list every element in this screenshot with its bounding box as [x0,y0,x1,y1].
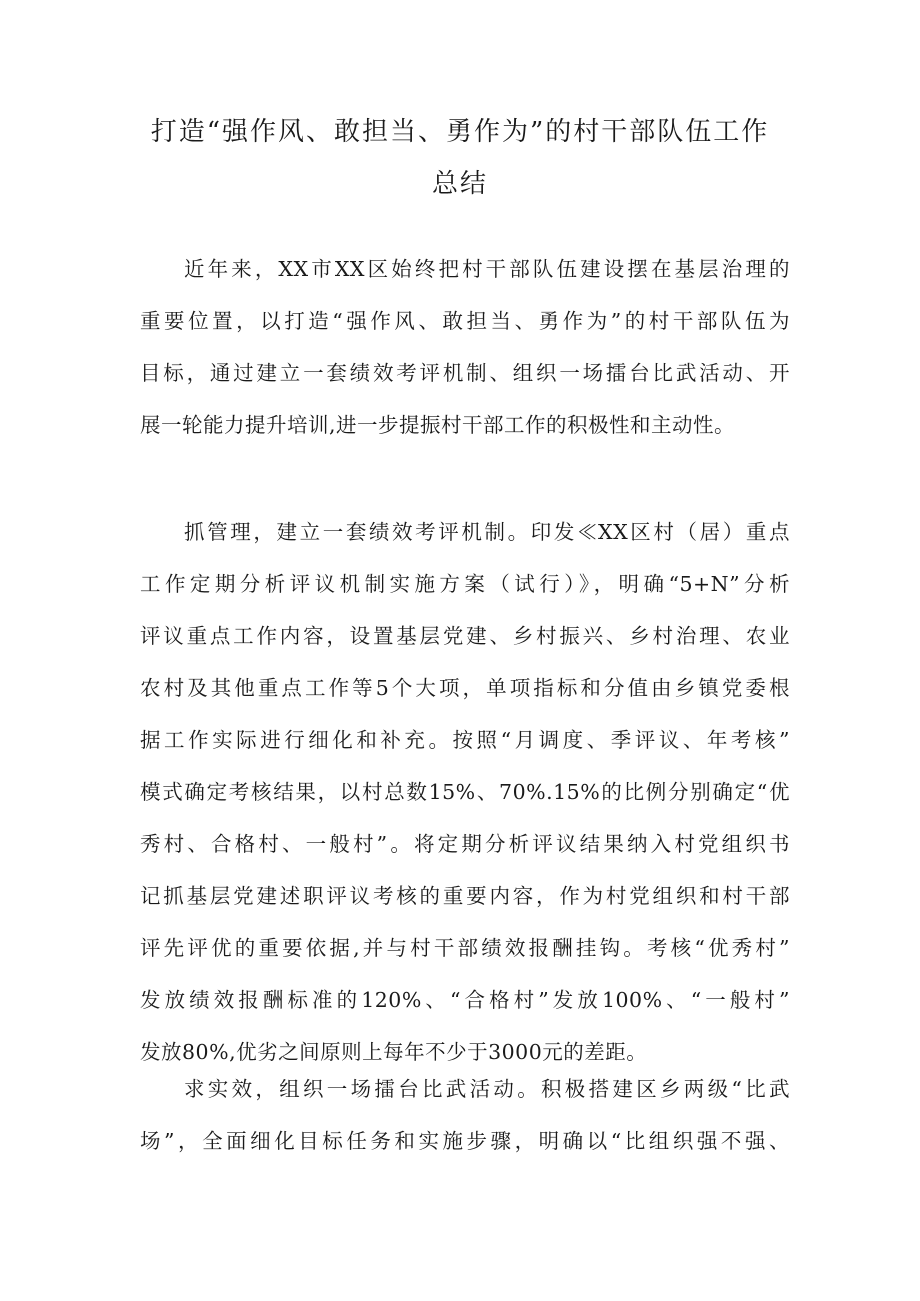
title-line-2: 总结 [431,169,488,199]
paragraph-line: 抓管理，建立一套绩效考评机制。印发≪XX区村（居）重点 [184,520,790,544]
paragraph-line: 展一轮能力提升培训,进一步提振村干部工作的积极性和主动性。 [140,413,736,437]
paragraph-line: 求实效，组织一场擂台比武活动。积极搭建区乡两级“比武 [184,1077,790,1101]
paragraph-line: 秀村、合格村、一般村”。将定期分析评议结果纳入村党组织书 [140,832,790,856]
paragraph-line: 近年来，XX市XX区始终把村干部队伍建设摆在基层治理的 [184,257,790,281]
title-line-1: 打造“强作风、敢担当、勇作为”的村干部队伍工作 [150,117,770,147]
paragraph-line: 据工作实际进行细化和补充。按照“月调度、季评议、年考核” [140,728,790,752]
paragraph-line: 重要位置，以打造“强作风、敢担当、勇作为”的村干部队伍为 [140,309,790,333]
paragraph-line: 农村及其他重点工作等5个大项，单项指标和分值由乡镇党委根 [140,676,790,700]
document-title [130,106,790,210]
paragraph-intro [140,243,790,451]
paragraph-line: 模式确定考核结果，以村总数15%、70%.15%的比例分别确定“优 [140,780,790,804]
paragraph-line: 发放80%,优劣之间原则上每年不少于3000元的差距。 [140,1040,648,1064]
paragraph-line: 评议重点工作内容，设置基层党建、乡村振兴、乡村治理、农业 [140,624,790,648]
paragraph-line: 记抓基层党建述职评议考核的重要内容，作为村党组织和村干部 [140,884,790,908]
paragraph-management [140,506,790,1078]
paragraph-line: 发放绩效报酬标准的120%、“合格村”发放100%、“一般村” [140,988,790,1012]
paragraph-line: 场”，全面细化目标任务和实施步骤，明确以“比组织强不强、 [140,1129,790,1153]
paragraph-line: 目标，通过建立一套绩效考评机制、组织一场擂台比武活动、开 [140,361,790,385]
paragraph-line: 评先评优的重要依据,并与村干部绩效报酬挂钩。考核“优秀村” [140,936,790,960]
paragraph-line: 工作定期分析评议机制实施方案（试行）》，明确“5+N”分析 [140,572,790,596]
paragraph-results [140,1063,790,1167]
